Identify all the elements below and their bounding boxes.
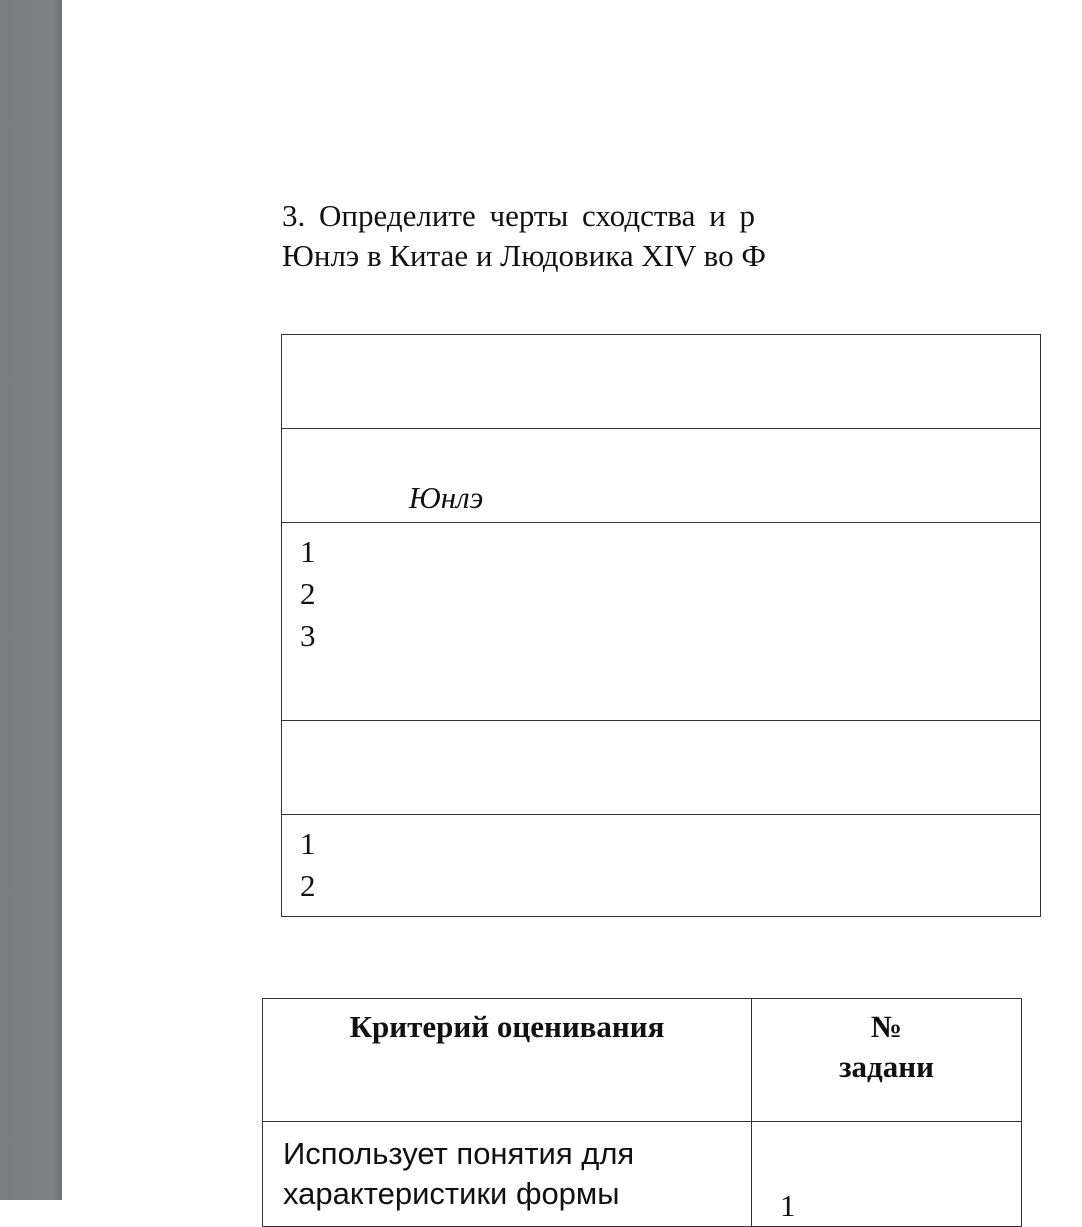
table-row [282,523,1041,721]
ruler-name-cell [282,429,1041,523]
list-cell-a [282,523,1041,721]
document-page [62,0,934,1223]
list-item: 2 [300,576,316,611]
header-criterion: Критерий оценивания [263,999,752,1122]
header-task-line-2: задани [839,1049,934,1084]
table-header-row [263,999,1022,1122]
differences-header-cell [282,721,1041,815]
criteria-table [262,998,1022,1227]
task-line-2: Юнлэ в Китае и Людовика XIV во Ф [282,238,766,273]
table-row [282,335,1041,429]
table-row [263,1122,1022,1227]
task-line-1: 3. Определите черты сходства и р [282,198,755,233]
list-item: 1 [300,826,316,861]
table-row [282,815,1041,917]
table-row [282,429,1041,523]
criterion-cell: Использует понятия для характеристики формы [263,1122,752,1227]
header-task-number [752,999,1022,1122]
list-item: 2 [300,868,316,903]
comparison-table [281,334,1041,917]
list-item: 1 [300,534,316,569]
list-cell-b [282,815,1041,917]
ruler-name: Юнлэ [408,480,484,515]
table-row [282,721,1041,815]
similarities-header-cell [282,335,1041,429]
viewer-gutter [0,0,62,1200]
header-task-line-1: № [870,1009,903,1044]
task-statement [282,196,1082,276]
list-item: 3 [300,618,316,653]
task-number-cell: 1 [752,1122,1022,1227]
